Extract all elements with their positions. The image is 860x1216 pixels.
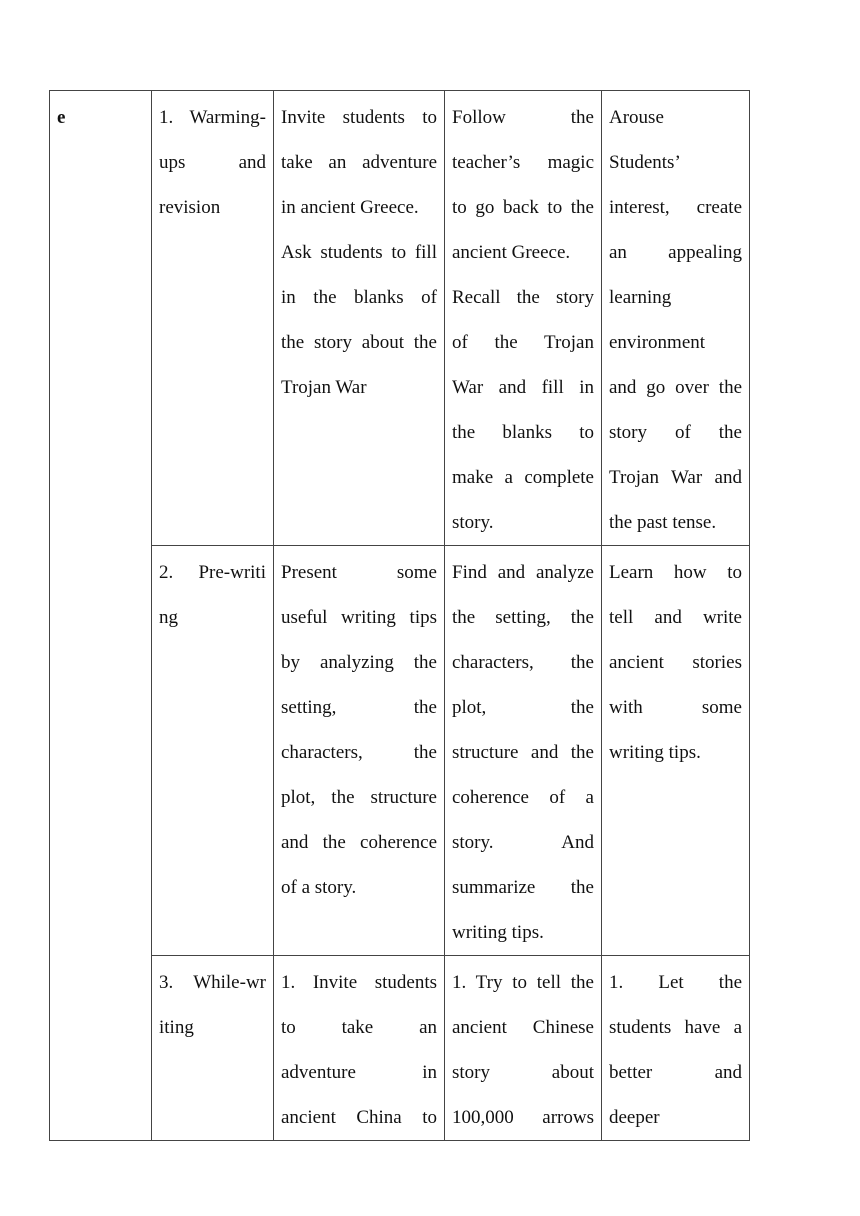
purpose-text-line: better and	[609, 1062, 742, 1083]
student-text-line: ancient Greece.	[452, 242, 571, 263]
teacher-text-line: the story about the	[281, 332, 437, 353]
teacher-activity-cell	[274, 546, 445, 956]
teacher-text-line: plot, the structure	[281, 787, 437, 808]
purpose-text-line: ancient stories	[609, 652, 742, 673]
student-text-line: plot, the	[452, 697, 594, 718]
purpose-cell	[602, 91, 750, 546]
teacher-text-line: and the coherence	[281, 832, 437, 853]
purpose-text-line: an appealing	[609, 242, 742, 263]
purpose-text-line: and go over the	[609, 377, 742, 398]
teacher-text-line: Present some	[281, 562, 437, 583]
student-text-line: Find and analyze	[452, 562, 594, 583]
teacher-text-line: by analyzing the	[281, 652, 437, 673]
teacher-text-line: useful writing tips	[281, 607, 437, 628]
student-text-line: ancient Chinese	[452, 1017, 594, 1038]
student-activity-cell	[445, 546, 602, 956]
teacher-text-line: of a story.	[281, 877, 357, 898]
student-activity-cell	[445, 956, 602, 1141]
student-text-line: Recall the story	[452, 287, 594, 308]
purpose-text-line: Trojan War and	[609, 467, 742, 488]
step-text-line: revision	[159, 197, 221, 218]
student-text-line: make a complete	[452, 467, 594, 488]
student-text-line: summarize the	[452, 877, 594, 898]
student-text-line: characters, the	[452, 652, 594, 673]
purpose-text-line: deeper	[609, 1107, 660, 1128]
phase-cell	[50, 91, 152, 1141]
student-text-line: Follow the	[452, 107, 594, 128]
teacher-text-line: Trojan War	[281, 377, 367, 398]
purpose-text-line: the past tense.	[609, 512, 717, 533]
teacher-text-line: in the blanks of	[281, 287, 437, 308]
teacher-activity-cell	[274, 91, 445, 546]
purpose-text-line: students have a	[609, 1017, 742, 1038]
student-text-line: War and fill in	[452, 377, 594, 398]
step-text-line: 2. Pre-writi	[159, 562, 266, 583]
lesson-plan-table	[49, 90, 750, 1141]
purpose-text-line: environment	[609, 332, 706, 353]
teacher-text-line: ancient China to	[281, 1107, 437, 1128]
table-row	[50, 546, 750, 956]
student-text-line: 1. Try to tell the	[452, 972, 594, 993]
student-text-line: teacher’s magic	[452, 152, 594, 173]
purpose-text-line: 1. Let the	[609, 972, 742, 993]
step-cell	[152, 956, 274, 1141]
purpose-text-line: writing tips.	[609, 742, 701, 763]
student-text-line: the setting, the	[452, 607, 594, 628]
table-row	[50, 956, 750, 1141]
purpose-text-line: learning	[609, 287, 672, 308]
table-row	[50, 91, 750, 546]
purpose-text-line: Students’	[609, 152, 681, 173]
step-text-line: 1. Warming-	[159, 107, 266, 128]
student-text-line: 100,000 arrows	[452, 1107, 594, 1128]
purpose-text-line: tell and write	[609, 607, 742, 628]
purpose-cell	[602, 546, 750, 956]
teacher-text-line: Invite students to	[281, 107, 437, 128]
step-text-line: iting	[159, 1017, 194, 1038]
teacher-text-line: 1. Invite students	[281, 972, 437, 993]
student-text-line: to go back to the	[452, 197, 594, 218]
purpose-text-line: story of the	[609, 422, 742, 443]
student-activity-cell	[445, 91, 602, 546]
student-text-line: writing tips.	[452, 922, 544, 943]
student-text-line: story. And	[452, 832, 594, 853]
student-text-line: coherence of a	[452, 787, 594, 808]
step-text-line: 3. While-wr	[159, 972, 266, 993]
teacher-activity-cell	[274, 956, 445, 1141]
phase-label: e	[57, 107, 66, 128]
purpose-text-line: Arouse	[609, 107, 664, 128]
purpose-text-line: interest, create	[609, 197, 742, 218]
student-text-line: structure and the	[452, 742, 594, 763]
teacher-text-line: adventure in	[281, 1062, 437, 1083]
student-text-line: story about	[452, 1062, 594, 1083]
step-cell	[152, 91, 274, 546]
teacher-text-line: take an adventure	[281, 152, 437, 173]
step-cell	[152, 546, 274, 956]
teacher-text-line: in ancient Greece.	[281, 197, 419, 218]
step-text-line: ups and	[159, 152, 266, 173]
student-text-line: of the Trojan	[452, 332, 594, 353]
student-text-line: story.	[452, 512, 494, 533]
step-text-line: ng	[159, 607, 178, 628]
teacher-text-line: Ask students to fill	[281, 242, 437, 263]
purpose-text-line: with some	[609, 697, 742, 718]
teacher-text-line: to take an	[281, 1017, 437, 1038]
student-text-line: the blanks to	[452, 422, 594, 443]
teacher-text-line: setting, the	[281, 697, 437, 718]
purpose-text-line: Learn how to	[609, 562, 742, 583]
teacher-text-line: characters, the	[281, 742, 437, 763]
purpose-cell	[602, 956, 750, 1141]
